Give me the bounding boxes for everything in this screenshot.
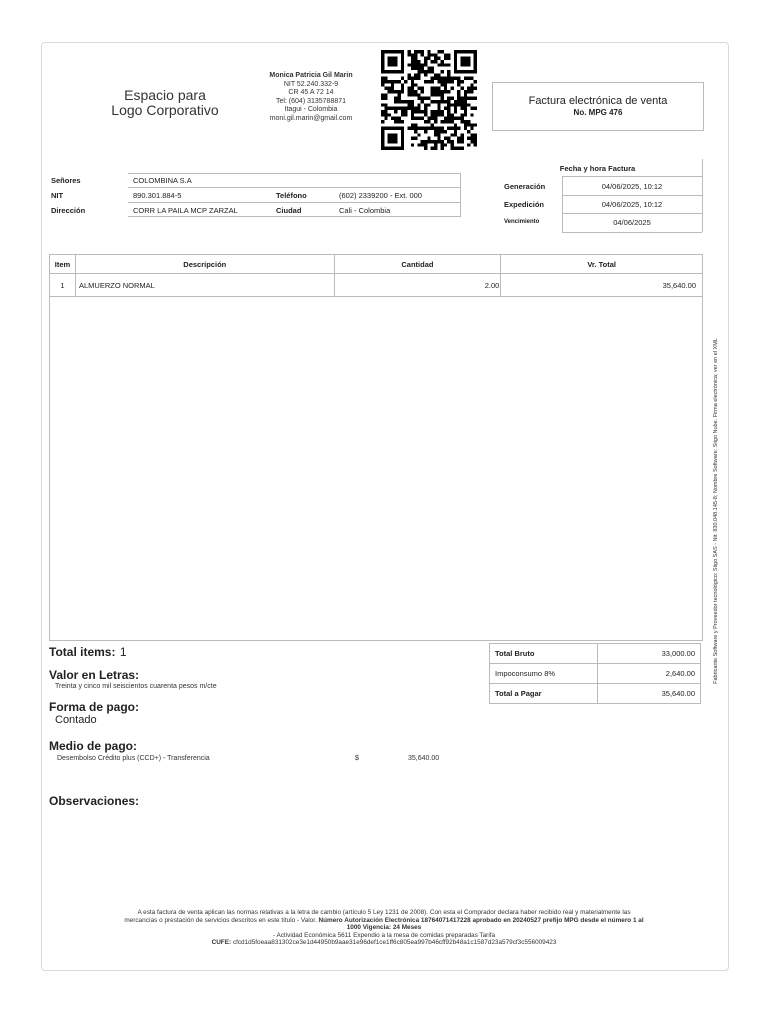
- divider: [128, 202, 461, 203]
- logo-line-1: Espacio para: [124, 87, 206, 103]
- totals-value: 33,000.00: [598, 644, 701, 664]
- payment-amount: 35,640.00: [408, 755, 440, 762]
- customer-phone: (602) 2339200 - Ext. 000: [339, 191, 422, 200]
- payment-form-label: Forma de pago:: [49, 700, 140, 714]
- payment-method: Desembolso Crédito plus (CCD+) - Transferencia: [57, 755, 210, 762]
- city-label: Ciudad: [276, 206, 302, 215]
- logo-placeholder: [100, 88, 230, 118]
- cell-item: 1: [50, 274, 76, 297]
- divider: [562, 213, 702, 214]
- nit-label: NIT: [51, 191, 64, 200]
- column-header-item: Item: [50, 255, 76, 274]
- cell-quantity: 2.00: [334, 274, 501, 297]
- issue-date: 04/06/2025, 10:12: [601, 200, 663, 209]
- issuer-info: [252, 72, 370, 124]
- totals-label: Impoconsumo 8%: [490, 664, 598, 684]
- table-empty-area: [50, 297, 703, 641]
- totals-value: 2,640.00: [598, 664, 701, 684]
- footer-line-1: A esta factura de venta aplican las normas relativas a la letra de cambio (artículo 5 Ley 1231 de 2008). Con esta el Comprador declara haber recibido real y materialmente las: [137, 909, 631, 916]
- totals-row: [490, 684, 701, 704]
- divider: [128, 173, 461, 174]
- column-header-total: Vr. Total: [501, 255, 703, 274]
- total-items-label: Total items:: [49, 645, 116, 659]
- issue-label: Expedición: [504, 200, 545, 209]
- totals-label: Total a Pagar: [490, 684, 598, 704]
- total-items: [49, 643, 127, 661]
- qr-code: [381, 50, 477, 150]
- divider: [460, 173, 461, 216]
- issuer-email: moni.gil.marin@gmail.com: [269, 114, 353, 122]
- customer-city: Cali - Colombia: [339, 206, 391, 215]
- phone-label: Teléfono: [276, 191, 307, 200]
- payment-currency: $: [355, 755, 359, 762]
- amount-words: Treinta y cinco mil seiscientos cuarenta pesos m/cte: [55, 683, 217, 690]
- divider: [702, 159, 703, 232]
- logo-line-2: Logo Corporativo: [111, 102, 219, 118]
- generation-label: Generación: [504, 182, 546, 191]
- payment-method-label: Medio de pago:: [49, 739, 137, 753]
- invoice-title: Factura electrónica de venta: [528, 95, 668, 107]
- address-label: Dirección: [51, 206, 86, 215]
- customer-nit: 890.301.884-5: [133, 191, 182, 200]
- totals-value: 35,640.00: [598, 684, 701, 704]
- table-header-row: [50, 255, 703, 274]
- payment-form: Contado: [55, 714, 97, 726]
- divider: [128, 216, 461, 217]
- footer-line-2a: mercancías o prestación de servicios descritos en este título - Valor.: [124, 916, 317, 924]
- divider: [128, 187, 461, 188]
- customer-label: Señores: [51, 176, 81, 185]
- issuer-address: CR 45 A 72 14: [288, 89, 334, 97]
- footer-line-4: - Actividad Económica 5611 Expendio a la mesa de comidas preparadas Tarifa: [272, 931, 496, 939]
- side-note-text: Fabricante Software y Proveedor tecnológico: Siigo SAS - Nit: 830.048.145-8; Nombre Software: Siigo Nube. Firma electrónica: ver en el XML: [713, 337, 719, 684]
- column-header-quantity: Cantidad: [334, 255, 501, 274]
- total-items-value: 1: [119, 645, 127, 659]
- footer-line-3: 1000 Vigencia: 24 Meses: [346, 924, 422, 932]
- invoice-number: No. MPG 476: [573, 108, 623, 117]
- generation-date: 04/06/2025, 10:12: [601, 182, 663, 191]
- due-label: Vencimiento: [504, 219, 540, 225]
- divider: [562, 232, 702, 233]
- totals-row: [490, 644, 701, 664]
- column-header-description: Descripción: [75, 255, 334, 274]
- customer-address: CORR LA PAILA MCP ZARZAL: [133, 206, 238, 215]
- side-note: [710, 303, 722, 718]
- footer-line-2b: Número Autorización Electrónica 18764071417228 aprobado en 20240527 prefijo MPG desde el número 1 al: [318, 916, 644, 924]
- divider: [562, 195, 702, 196]
- amount-words-label: Valor en Letras:: [49, 668, 140, 682]
- customer-name: COLOMBINA S.A: [133, 176, 192, 185]
- items-table: [49, 254, 703, 641]
- cufe-value: cfcd1d5foeaa831302ce3e1d44950b9aae31e96def1ce1ff6c805ea997b46cff92b48a1c1587d23a579cf3c556009423: [232, 939, 557, 947]
- due-date: 04/06/2025: [613, 218, 651, 227]
- issuer-phone: Tel: (604) 3135788871: [275, 97, 347, 105]
- issuer-city: Itagui - Colombia: [284, 106, 338, 114]
- cufe-label: CUFE:: [211, 939, 232, 947]
- invoice-title-box: [492, 82, 704, 131]
- cell-total: 35,640.00: [501, 274, 703, 297]
- totals-table: [489, 643, 701, 704]
- issuer-nit: NIT 52.240.332-9: [283, 80, 339, 88]
- divider: [562, 176, 702, 177]
- cell-description: ALMUERZO NORMAL: [75, 274, 334, 297]
- observations-label: Observaciones:: [49, 794, 140, 808]
- totals-row: [490, 664, 701, 684]
- totals-label: Total Bruto: [490, 644, 598, 664]
- issuer-name: Monica Patricia Gil Marin: [269, 72, 353, 79]
- dates-header: Fecha y hora Factura: [559, 164, 636, 173]
- table-row: [50, 274, 703, 297]
- legal-footer: [62, 909, 706, 947]
